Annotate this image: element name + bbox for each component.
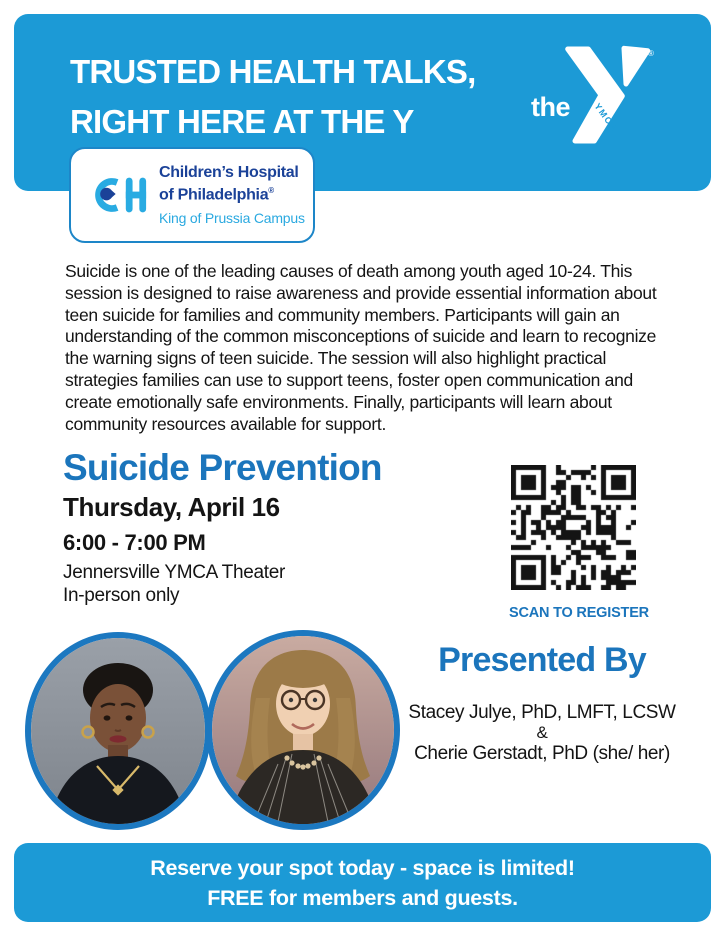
event-format: In-person only xyxy=(63,585,180,606)
presented-by-heading: Presented By xyxy=(438,641,646,679)
presenter-photo-1 xyxy=(25,632,211,830)
ymca-registered-icon: ® xyxy=(648,49,654,58)
chop-registered-icon: ® xyxy=(268,186,274,196)
presenter-photo-2 xyxy=(206,630,400,830)
ymca-logo-icon xyxy=(528,42,660,147)
chop-campus: King of Prussia Campus xyxy=(159,209,305,226)
scan-to-register-label: SCAN TO REGISTER xyxy=(509,605,649,621)
chop-name xyxy=(159,164,305,204)
presented-by-section xyxy=(406,641,678,764)
chop-card xyxy=(69,147,315,243)
flyer-title-line2: RIGHT HERE AT THE Y xyxy=(70,103,414,140)
event-time: 6:00 - 7:00 PM xyxy=(63,530,206,555)
footer-banner xyxy=(14,843,711,922)
chop-name-line2: of Philadelphia® xyxy=(159,186,274,204)
presenter-separator: & xyxy=(536,723,548,742)
flyer-title-line1: TRUSTED HEALTH TALKS, xyxy=(70,53,476,90)
footer-line2: FREE for members and guests. xyxy=(207,885,518,910)
event-title: Suicide Prevention xyxy=(63,447,382,488)
event-location: Jennersville YMCA Theater xyxy=(63,562,286,583)
event-description: Suicide is one of the leading causes of death among youth aged 10-24. This session is designed to raise awareness and provide essential information about teen suicide for families and community members. Participants will gain an understanding of the common misconceptions of suicide and learn to recognize the warning signs of teen suicide. The session will also highlight practical strategies families can use to support teens, foster open communication and create emotionally safe environments. Finally, participants will learn about community resources available for support. xyxy=(65,261,657,434)
ymca-the-label: the xyxy=(531,92,570,122)
chop-name-line1: Children’s Hospital xyxy=(159,164,299,182)
presenter-name-2: Cherie Gerstadt, PhD (she/ her) xyxy=(414,743,670,764)
footer-line1: Reserve your spot today - space is limited! xyxy=(150,855,575,880)
flyer-title xyxy=(70,47,475,147)
presenter-names xyxy=(406,702,678,764)
event-date: Thursday, April 16 xyxy=(63,492,280,522)
presenter-photo-2-image xyxy=(212,636,394,824)
chop-ch-icon xyxy=(91,173,149,217)
qr-code xyxy=(511,465,636,590)
ymca-wordmark: YMCA xyxy=(592,101,620,134)
presenter-photo-1-image xyxy=(31,638,205,824)
ymca-y-arm xyxy=(624,48,648,84)
presenter-name-1: Stacey Julye, PhD, LMFT, LCSW xyxy=(408,702,676,723)
